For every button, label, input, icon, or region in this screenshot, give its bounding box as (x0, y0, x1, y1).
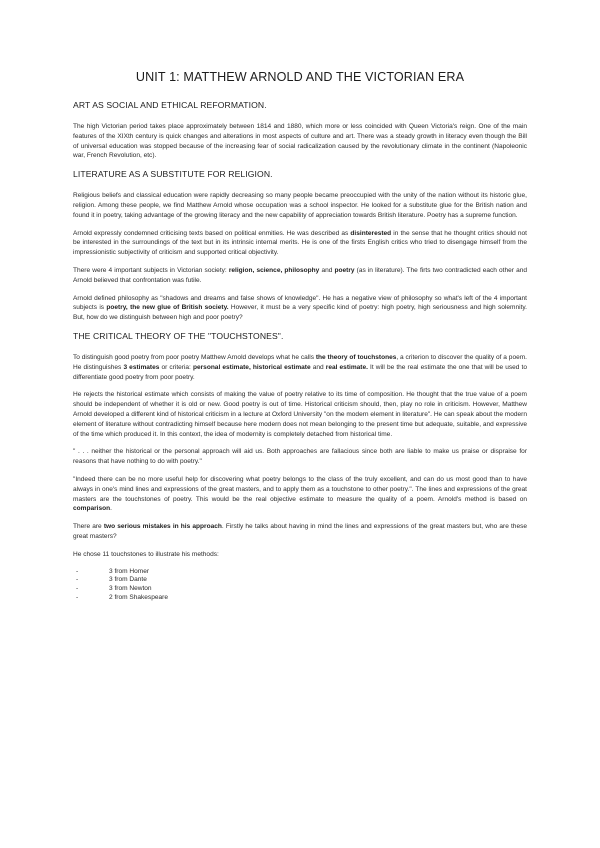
paragraph: To distinguish good poetry from poor poetry Matthew Arnold develops what he calls the theory of touchstones, a criterion to discover the quality of a poem. He distinguishes 3 estimates or criteria: personal estimate, historical estimate and real estimate. It will be the real estimate the one that will be used to differentiate good poetry from poor poetry. (73, 353, 527, 381)
paragraph: There are two serious mistakes in his approach. Firstly he talks about having in mind the lines and expressions of the great masters but, who are these great masters? (73, 523, 527, 540)
paragraph: Religious beliefs and classical education were rapidly decreasing so many people became preoccupied with the unity of the nation without its historic glue, religion. Among these people, we find Matthew Arnold whose occupation was a school inspector. He looked for a substitute glue for the British nation and found it in poetry, taking advantage of the growing literacy and the new capability of appreciation towards British literature. Poetry has a supreme function. (73, 192, 527, 219)
paragraph: "Indeed there can be no more useful help for discovering what poetry belongs to the class of the truly excellent, and can do us most good than to have always in one's mind lines and expressions of the great masters, and to apply them as a touchstone to other poetry.". The lines and expressions of the great masters are the touchstones of poetry. This would be the real objective estimate to measure the quality of a poem. Arnold's method is based on comparison. (73, 475, 527, 513)
paragraph: He rejects the historical estimate which consists of making the value of poetry relative to its time of composition. He thought that the true value of a poem should be independent of whether it is old or new. Good poetry is out of time. Historical criticism should, then, play no role in criticism. However, Matthew Arnold developed a different kind of historical criticism in a lecture at Oxford University "on the modern element in literature". He can speak about the modern element of literature without contradicting himself because here modern does not mean belonging to the present time but adequate, suitable, and expressive of the time which produced it. In this context, the idea of modernity is completely detached from historical time. (73, 391, 527, 438)
bold-text: poetry (334, 266, 355, 274)
list-item: - 3 from Dante (76, 576, 147, 584)
bold-text: 3 estimates (123, 363, 160, 371)
bold-text: comparison (73, 505, 111, 513)
section-heading-art: ART AS SOCIAL AND ETHICAL REFORMATION. (73, 100, 267, 110)
touchstones-list (73, 568, 527, 604)
paragraph: Arnold expressly condemned criticising texts based on political enmities. He was described as disinterested in the sense that he thought critics should not be interested in the surroundings of the text but in its intrinsic internal merits. He is one of the firsts English critics who tried to disengage himself from the impressionistic subjectivity of criticism and supported critical objectivity. (73, 229, 527, 257)
list-item: - 2 from Shakespeare (76, 594, 168, 602)
bold-text: two serious mistakes in his approach (103, 523, 222, 531)
paragraph: Arnold defined philosophy as "shadows and dreams and false shows of knowledge". He has a negative view of philosophy so what's left of the 4 important subjects is poetry, the new glue of British society. However, it must be a very specific kind of poetry: high poetry, high seriousness and high solemnity. But, how do we distinguish between high and poor poetry? (73, 294, 527, 322)
section-heading-literature: LITERATURE AS A SUBSTITUTE FOR RELIGION. (73, 169, 273, 180)
bold-text: personal estimate, historical estimate (192, 363, 311, 371)
bold-text: religion, science, philosophy (228, 266, 320, 274)
quote-paragraph: " . . . neither the historical or the personal approach will aid us. Both approaches are fallacious since both are liable to make us praise or dispraise for reasons that have nothing to do with poetry." (73, 448, 527, 466)
paragraph: There were 4 important subjects in Victorian society: religion, science, philosophy and poetry (as in literature). The firts two contradicted each other and Arnold believed that confrontation was futile. (73, 266, 527, 284)
bold-text: real estimate. (325, 363, 368, 371)
page-title: UNIT 1: MATTHEW ARNOLD AND THE VICTORIAN ERA (135, 70, 465, 84)
section-heading-touchstones: THE CRITICAL THEORY OF THE "TOUCHSTONES". (73, 330, 284, 341)
list-item: - 3 from Newton (76, 585, 152, 593)
bold-text: disinterested (350, 229, 392, 237)
bold-text: poetry, the new glue of British society. (106, 304, 229, 312)
paragraph: The high Victorian period takes place approximately between 1814 and 1880, which more or less coincided with Queen Victoria's reign. One of the main features of the XIXth century is quick changes and alterations in most aspects of culture and art. There was a steady growth in literacy even though the Bill of universal education was stopped because of the increasing fear of social radicalization caused by the revolutionary climate in the continent (Napoleonic war, French Revolution, etc). (73, 123, 527, 160)
list-item: - 3 from Homer (76, 567, 150, 575)
paragraph: He chose 11 touchstones to illustrate his methods: (73, 550, 219, 558)
bold-text: the theory of touchstones (315, 353, 397, 361)
